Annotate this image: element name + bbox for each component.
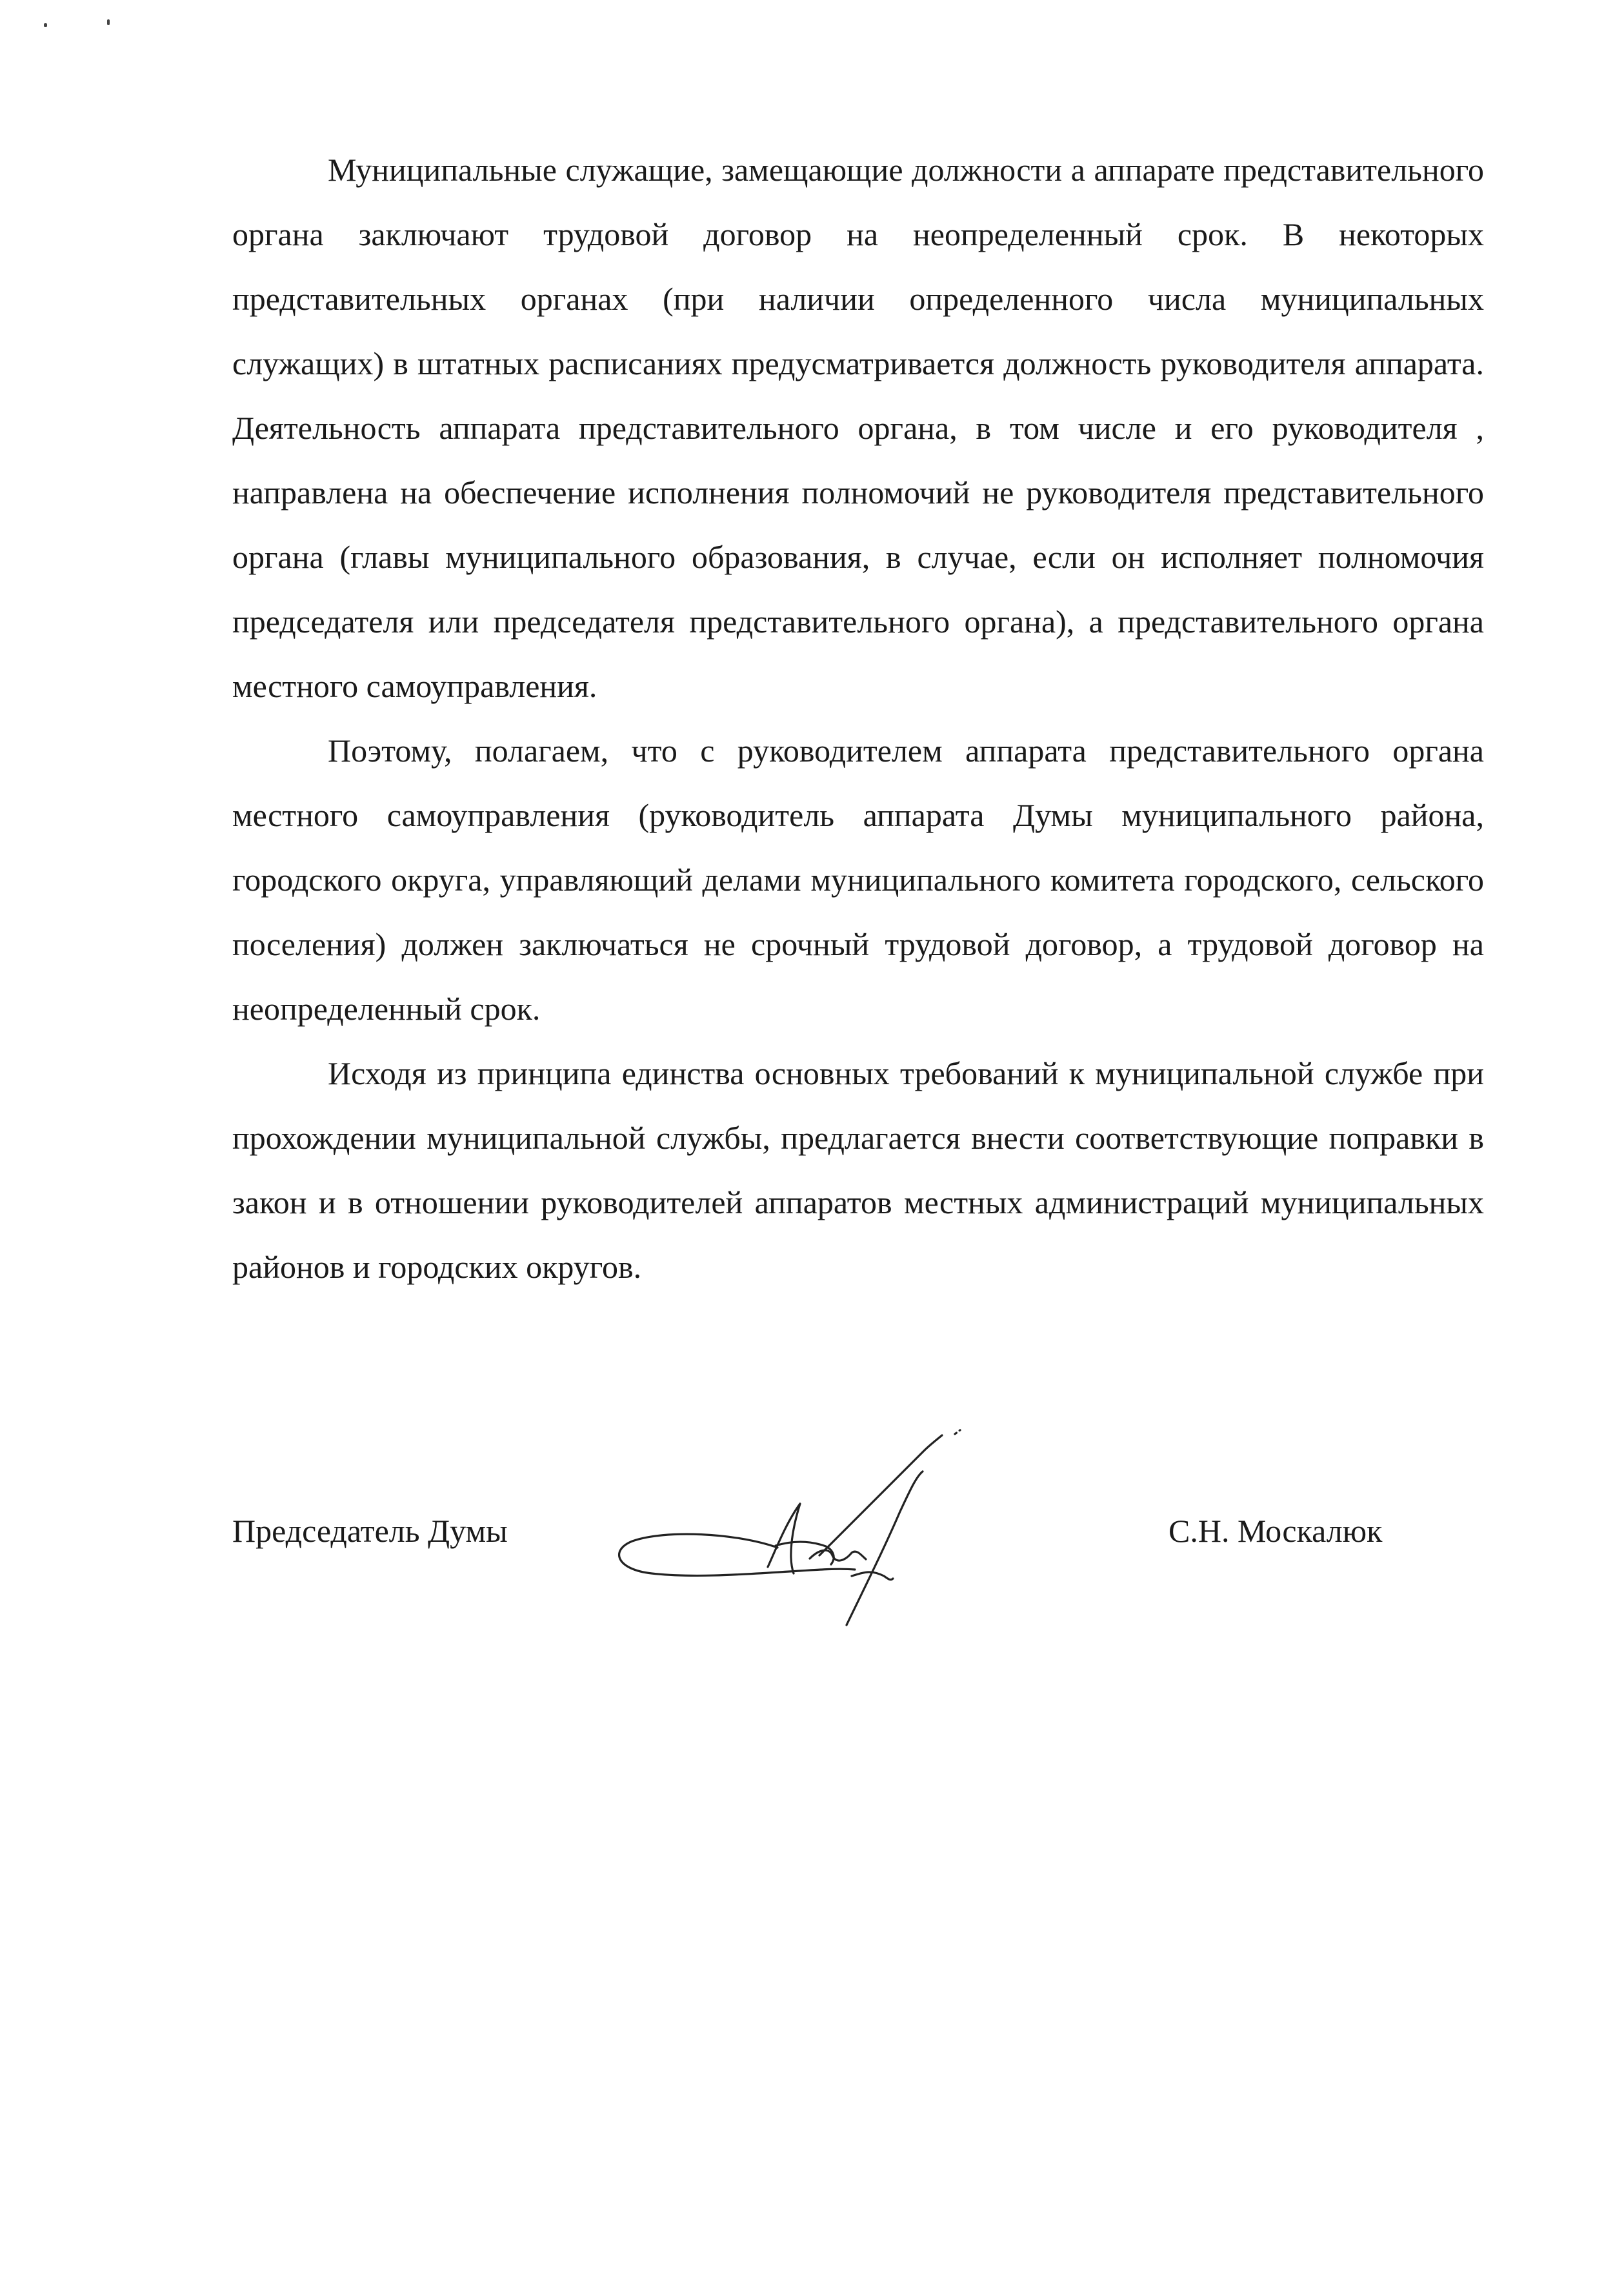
document-body (232, 137, 1484, 1299)
handwritten-signature (606, 1426, 968, 1633)
paragraph-1: Муниципальные служащие, замещающие должности а аппарате представительного органа заключают трудовой договор на неопределенный срок. В некоторых представительных органах (при наличии определенного числа муниципальных служащих) в штатных расписаниях предусматривается должность руководителя аппарата. Деятельность аппарата представительного органа, в том числе и его руководителя , направлена на обеспечение исполнения полномочий не руководителя представительного органа (главы муниципального образования, в случае, если он исполняет полномочия председателя или председателя представительного органа), а представительного органа местного самоуправления. (232, 152, 1484, 704)
scan-artifact (44, 23, 47, 27)
paragraph-3: Исходя из принципа единства основных требований к муниципальной службе при прохождении муниципальной службы, предлагается внести соответствующие поправки в закон и в отношении руководителей аппаратов местных администраций муниципальных районов и городских округов. (232, 1055, 1484, 1285)
paragraph-2: Поэтому, полагаем, что с руководителем аппарата представительного органа местного самоуправления (руководитель аппарата Думы муниципального района, городского округа, управляющий делами муниципального комитета городского, сельского поселения) должен заключаться не срочный трудовой договор, а трудовой договор на неопределенный срок. (232, 732, 1484, 1027)
scan-artifact (107, 19, 110, 25)
signature-block (232, 1484, 1484, 1639)
signatory-name: С.Н. Москалюк (1168, 1513, 1383, 1549)
signatory-position: Председатель Думы (232, 1513, 508, 1549)
